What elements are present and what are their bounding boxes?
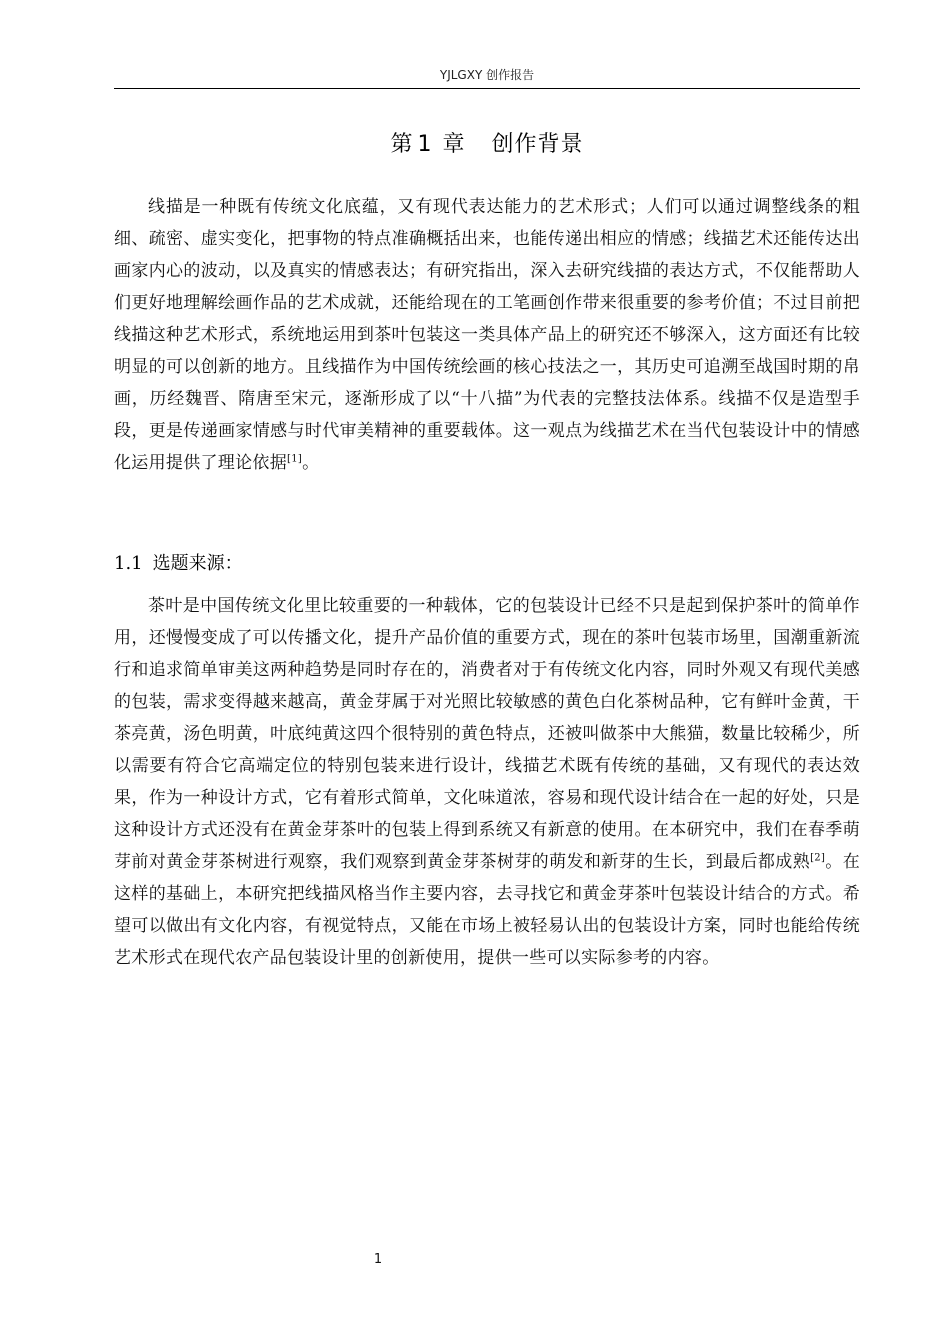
paragraph-2-text: 茶叶是中国传统文化里比较重要的一种载体，它的包装设计已经不只是起到保护茶叶的简单作用，还慢慢变成了可以传播文化，提升产品价值的重要方式，现在的茶叶包装市场里，国潮重新流行和追求简单审美这两种趋势是同时存在的，消费者对于有传统文化内容，同时外观又有现代美感的包装，需求变得越来越高，黄金芽属于对光照比较敏感的黄色白化茶树品种，它有鲜叶金黄，干茶亮黄，汤色明黄，叶底纯黄这四个很特别的黄色特点，还被叫做茶中大熊猫，数量比较稀少，所以需要有符合它高端定位的特别包装来进行设计，线描艺术既有传统的基础，又有现代的表达效果，作为一种设计方式，它有着形式简单，文化味道浓，容易和现代设计结合在一起的好处，只是这种设计方式还没有在黄金芽茶叶的包装上得到系统又有新意的使用。在本研究中，我们在春季萌芽前对黄金芽茶树进行观察，我们观察到黄金芽茶树芽的萌发和新芽的生长，到最后都成熟 [114,596,860,872]
header-divider [114,88,860,89]
chapter-title [114,127,860,158]
page-number: 1 [373,1252,383,1267]
section-heading [114,549,243,575]
citation-1: [1] [287,453,303,465]
chapter-number: 1 [417,132,433,157]
chapter-suffix: 章 [442,132,466,157]
citation-2: [2] [810,852,826,864]
section-number: 1.1 [114,553,143,574]
paragraph-1-text: 线描是一种既有传统文化底蕴，又有现代表达能力的艺术形式；人们可以通过调整线条的粗细、疏密、虚实变化，把事物的特点准确概括出来，也能传递出相应的情感；线描艺术还能传达出画家内心的波动，以及真实的情感表达；有研究指出，深入去研究线描的表达方式，不仅能帮助人们更好地理解绘画作品的艺术成就，还能给现在的工笔画创作带来很重要的参考价值；不过目前把线描这种艺术形式，系统地运用到茶叶包装这一类具体产品上的研究还不够深入，这方面还有比较明显的可以创新的地方。且线描作为中国传统绘画的核心技法之一，其历史可追溯至战国时期的帛画，历经魏晋、隋唐至宋元，逐渐形成了以“十八描”为代表的完整技法体系。线描不仅是造型手段，更是传递画家情感与时代审美精神的重要载体。这一观点为线描艺术在当代包装设计中的情感化运用提供了理论依据 [114,197,860,473]
running-header: YJLGXY 创作报告 [439,68,535,82]
body-paragraph-1 [114,191,860,479]
chapter-name: 创作背景 [491,132,584,157]
body-paragraph-2 [114,590,860,974]
section-title: 选题来源： [152,553,243,574]
paragraph-2-rest: 。在这样的基础上，本研究把线描风格当作主要内容，去寻找它和黄金芽茶叶包装设计结合的方式。希望可以做出有文化内容，有视觉特点，又能在市场上被轻易认出的包装设计方案，同时也能给传统艺术形式在现代农产品包装设计里的创新使用，提供一些可以实际参考的内容。 [114,852,860,968]
chapter-prefix: 第 [390,132,414,157]
paragraph-1-end: 。 [302,453,320,473]
